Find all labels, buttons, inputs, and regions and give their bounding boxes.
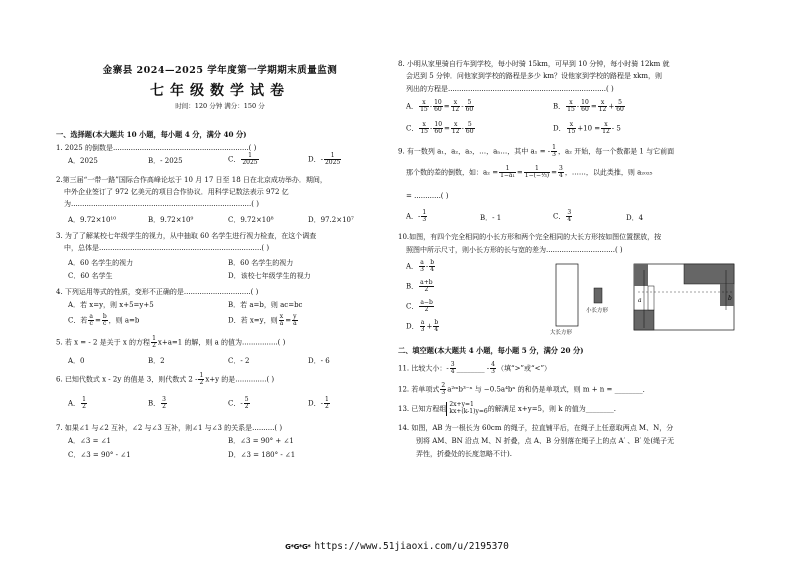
label-small-rectangle: 小长方形	[586, 308, 609, 314]
composite-top-right-big	[684, 264, 734, 284]
question-8-line3: 列出的方程是.......................................................................( )	[406, 85, 614, 93]
q4-option-d: D．若 x=y，则 $\frac{x}{a}$ = $\frac{y}{a}$	[228, 313, 297, 327]
q5-option-d: D．- 6	[308, 357, 330, 365]
q9-option-b: B．- 1	[480, 214, 502, 222]
q5-option-b: B．2	[148, 357, 165, 365]
question-12: 12. 若单项式 $\frac{2}{3}$ a²ᵐb³⁻ⁿ 与 −0.5a⁴bⁿ 的和仍是单项式，则 m + n = ________．	[398, 382, 650, 396]
q7-option-a: A．∠3 = ∠1	[68, 437, 112, 445]
q10-rectangles-figure	[538, 262, 743, 337]
question-3-line1: 3. 为了了解某校七年级学生的视力，从中抽取 60 名学生进行视力检查，在这个调查	[56, 232, 317, 240]
site-logo: G*G*G*	[285, 543, 311, 551]
footer-url[interactable]: https://www.51jiaoxi.com/u/2195370	[314, 541, 509, 552]
q2-option-d: D．97.2×10⁷	[308, 216, 354, 224]
section-choice-title: 一、选择题(本大题共 10 小题，每小题 4 分，满分 40 分)	[56, 130, 247, 139]
q3-option-d: D．该校七年级学生的视力	[228, 272, 311, 280]
exam-time-score: 时间：120 分钟 满分：150 分	[175, 102, 265, 110]
big-rectangle-outline	[556, 264, 578, 326]
question-13: 13. 已知方程组 2x+y=1 kx+(k-1)y=6 的解满足 x+y=5，则 k 的值为________.	[398, 401, 616, 415]
label-big-rectangle: 大长方形	[550, 330, 573, 336]
q3-option-b: B．60 名学生的视力	[228, 259, 294, 267]
q10-option-c: C． $\frac{a-b}{2}$	[406, 299, 433, 313]
q4-option-c: C．若 $\frac{a}{c}$ = $\frac{b}{c}$ ，则 a=b	[68, 313, 140, 327]
question-8-line1: 8. 小明从家里骑自行车到学校，每小时骑 15km，可早到 10 分钟，每小时骑 12km 就	[398, 60, 670, 68]
question-14-line2: 别将 AM、BN 沿点 M、N 折叠，点 A、B 分别落在绳子上的点 A′ 、B′ 处(绳子无	[416, 437, 675, 445]
q1-option-a: A．2025	[68, 157, 98, 165]
q6-option-d: D．- $\frac{1}{2}$	[308, 396, 329, 410]
q4-option-a: A．若 x=y，则 x+5=y+5	[68, 301, 154, 309]
q6-option-c: C．- $\frac{5}{2}$	[228, 396, 249, 410]
q8-option-d: D． $\frac{x}{15}$ +10 = $\frac{x}{12}$ - 5	[553, 121, 621, 135]
composite-top-left-small	[634, 264, 648, 286]
q7-option-b: B．∠3 = 90° + ∠1	[228, 437, 294, 445]
q1-option-d: D．- $\frac{1}{2025}$	[308, 152, 341, 166]
question-10-line2: 照图中所示尺寸，则小长方形的长与宽的差为...............................( )	[406, 246, 623, 254]
question-9-line1: 9. 有一数列 a₁，a₂，a₃，…，aₙ…，其中 a₁ = - $\frac{1}{3}$ ，a₂ 开始，每一个数都是 1 与它前面	[398, 144, 675, 158]
q5-option-a: A．0	[68, 357, 85, 365]
q2-option-b: B．9.72×10⁹	[148, 216, 194, 224]
q7-option-d: D．∠3 = 180° - ∠1	[228, 451, 296, 459]
exam-header-line: 金寨县 2024—2025 学年度第一学期期末质量监测	[102, 65, 338, 76]
label-b: b	[728, 295, 732, 302]
q8-option-b: B． $\frac{x}{15}$ - $\frac{10}{60}$ = $\frac{x}{12}$ + $\frac{5}{60}$	[553, 99, 624, 113]
question-3-line2: 中，总体是.........................................................................( )	[64, 244, 270, 252]
question-5: 5. 若 x = - 2 是关于 x 的方程 $\frac{1}{2}$ x+a=1 的解，则 a 的值为................( )	[56, 335, 286, 349]
q1-option-c: C． $\frac{1}{2025}$	[228, 152, 258, 166]
q8-option-a: A． $\frac{x}{15}$ - $\frac{10}{60}$ = $\frac{x}{12}$ - $\frac{5}{60}$	[406, 99, 474, 113]
question-9-line2: 那个数的差的倒数，如：a₂ = $\frac{1}{\text{1−a₁}}$ = $\frac{1}{\text{1−(−⅓)}}$ = $\frac{3}{4}$ ，……，以此类推，则 a₂₀₂₅	[406, 165, 653, 179]
q1-option-b: B．- 2025	[148, 157, 183, 165]
question-7: 7. 如果∠1 与∠2 互补，∠2 与∠3 互补，则∠1 与∠3 的关系是..........( )	[56, 424, 283, 432]
question-14-line1: 14. 如图，AB 为一根长为 60cm 的绳子，拉直铺平后，在绳子上任意取两点 M、N，分	[398, 424, 674, 432]
question-1: 1. 2025 的倒数是.............................................................( )	[56, 144, 257, 152]
q3-option-a: A．60 名学生的视力	[68, 259, 134, 267]
question-6: 6. 已知代数式 x - 2y 的值是 3，则代数式 2 - $\frac{1}{2}$ x+y 的是..............( )	[56, 372, 275, 386]
q10-option-a: A． $\frac{a}{3}$ - $\frac{b}{4}$	[406, 259, 435, 273]
footer-watermark	[0, 541, 794, 552]
section-fill-title: 二、填空题(本大题共 4 小题，每小题 5 分，满分 20 分)	[398, 346, 584, 355]
question-4: 4. 下列运用等式的性质，变形不正确的是..............................( )	[56, 288, 259, 296]
small-rectangle-sample	[594, 288, 602, 303]
composite-mid-left-small	[648, 286, 654, 310]
question-2-line2: 中外企业签订了 972 亿美元的项目合作协议．用科学记数法表示 972 亿	[64, 188, 289, 196]
q5-option-c: C．- 2	[228, 357, 250, 365]
q6-option-a: A． $\frac{1}{2}$	[68, 396, 86, 410]
q2-option-c: C．9.72×10⁸	[228, 216, 274, 224]
question-8-line2: 会迟到 5 分钟．问他家到学校的路程是多少 km？设他家到学校的路程是 xkm，则	[406, 72, 663, 80]
question-10-line1: 10.如图，有四个完全相同的小长方形和两个完全相同的大长方形按如图位置摆放，按	[398, 233, 662, 241]
q8-option-c: C． $\frac{x}{15}$ - $\frac{10}{60}$ = $\frac{x}{12}$ - $\frac{5}{60}$	[406, 121, 474, 135]
question-2-line3: 为.................................................................................( )	[64, 200, 259, 208]
q9-option-d: D．4	[626, 214, 644, 222]
q3-option-c: C．60 名学生	[68, 272, 113, 280]
question-14-line3: 弄性，折叠处的长度忽略不计).	[416, 450, 512, 458]
q9-option-a: A．- $\frac{1}{3}$	[406, 209, 427, 223]
q10-option-d: D． $\frac{a}{3}$ + $\frac{b}{4}$	[406, 319, 439, 333]
q13-equation-system: 2x+y=1 kx+(k-1)y=6	[446, 402, 487, 416]
question-11: 11. 比较大小：- $\frac{3}{4}$ ________ - $\frac{4}{3}$ （填“>”或“<”）	[398, 361, 552, 375]
q9-option-c: C． $\frac{3}{4}$	[553, 209, 572, 223]
composite-bottom-right-small	[720, 284, 734, 306]
label-a: a	[638, 297, 642, 304]
question-9-line3: = ............( )	[406, 192, 449, 200]
q7-option-c: C．∠3 = 90° - ∠1	[68, 451, 131, 459]
q4-option-b: B．若 a=b，则 ac=bc	[228, 301, 303, 309]
q2-option-a: A．9.72×10¹⁰	[68, 216, 117, 224]
q10-option-b: B． $\frac{a+b}{2}$	[406, 279, 433, 293]
q6-option-b: B． $\frac{3}{2}$	[148, 396, 166, 410]
exam-title: 七年级数学试卷	[150, 83, 290, 99]
question-2-line1: 2.第三届“一带一路”国际合作高峰论坛于 10 月 17 日至 18 日在北京成功举办．期间，	[56, 176, 327, 184]
